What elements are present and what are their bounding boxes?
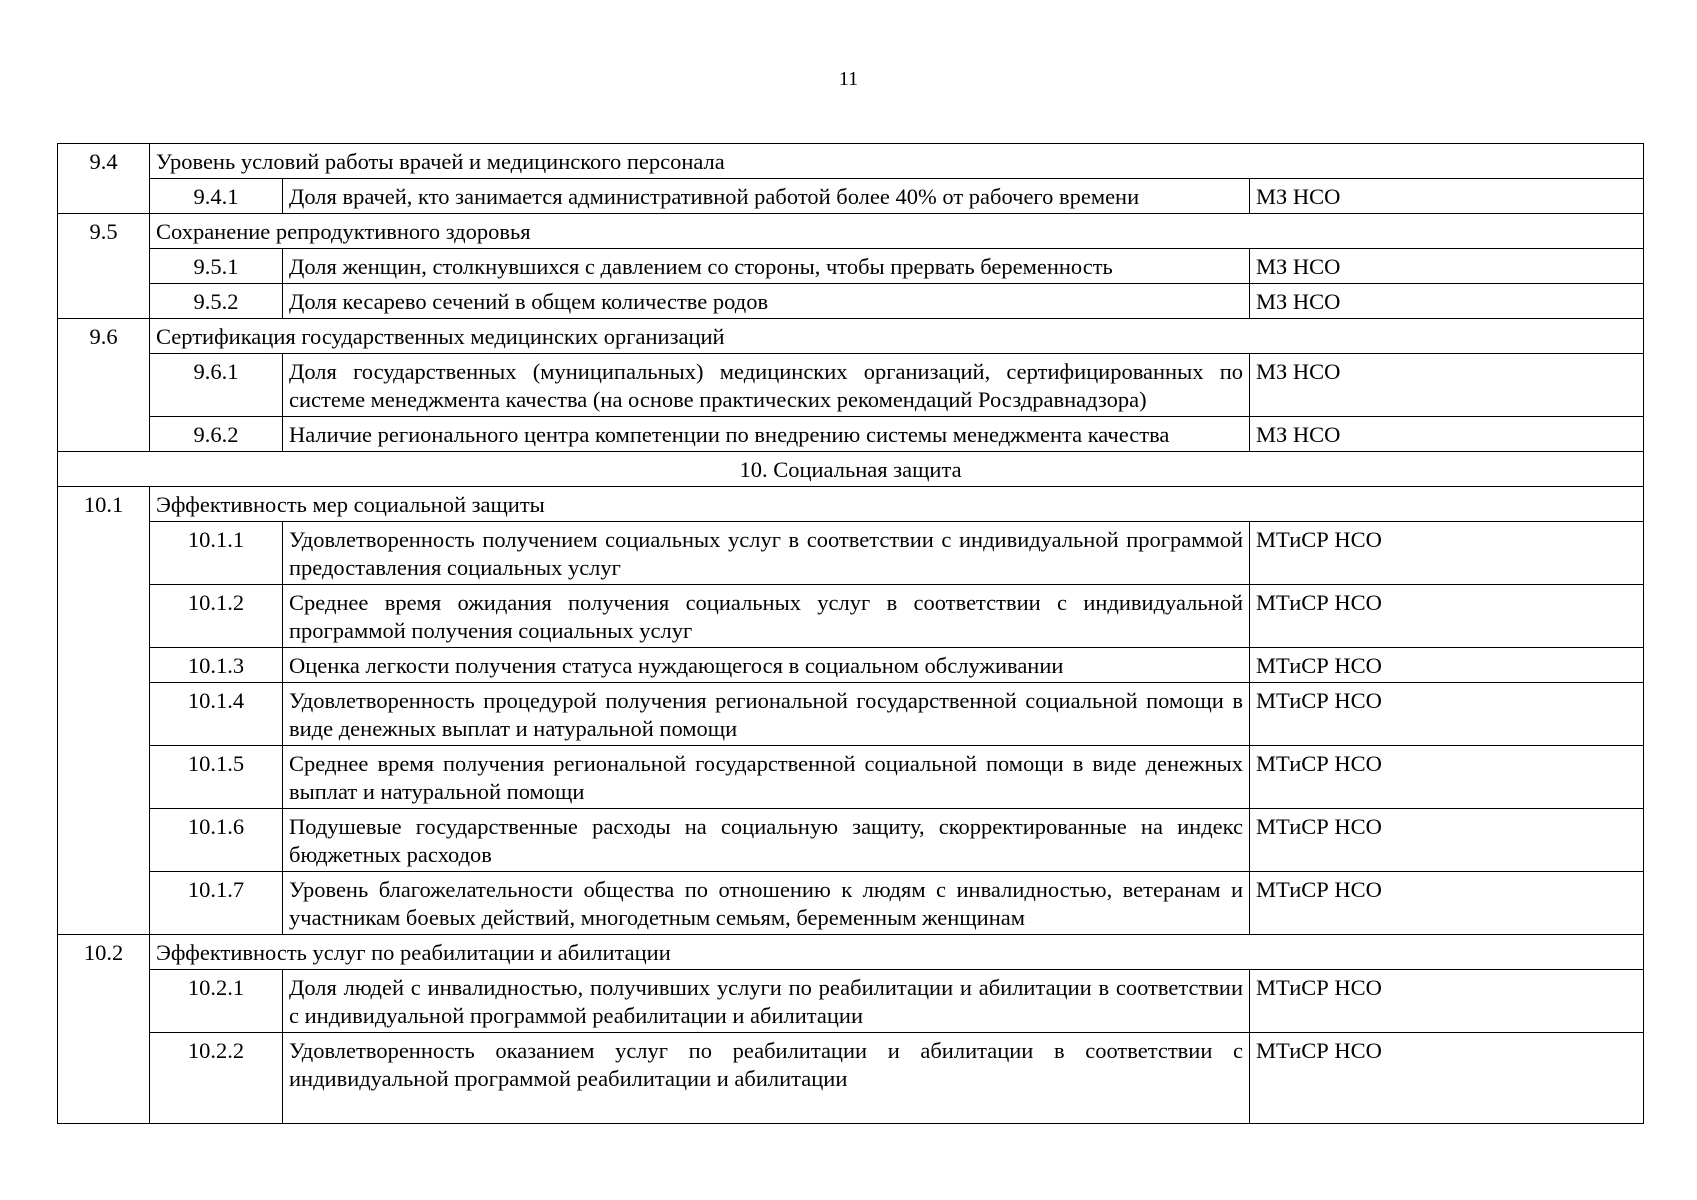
responsible-org: МТиСР НСО <box>1250 746 1644 809</box>
indicator-text: Подушевые государственные расходы на социальную защиту, скорректированные на индекс бюджетных расходов <box>283 809 1250 872</box>
indicator-number: 10.1.5 <box>150 746 283 809</box>
table-row <box>58 683 1644 746</box>
group-title: Сохранение репродуктивного здоровья <box>150 214 1644 249</box>
group-number: 9.4 <box>58 144 150 214</box>
group-title: Эффективность мер социальной защиты <box>150 487 1644 522</box>
table-row <box>58 648 1644 683</box>
responsible-org: МЗ НСО <box>1250 284 1644 319</box>
group-title: Эффективность услуг по реабилитации и абилитации <box>150 935 1644 970</box>
table-row <box>58 249 1644 284</box>
indicator-number: 9.5.2 <box>150 284 283 319</box>
section-row <box>58 452 1644 487</box>
group-row <box>58 935 1644 970</box>
responsible-org: МТиСР НСО <box>1250 522 1644 585</box>
table-row <box>58 1033 1644 1124</box>
responsible-org: МТиСР НСО <box>1250 872 1644 935</box>
table-row <box>58 585 1644 648</box>
responsible-org: МЗ НСО <box>1250 249 1644 284</box>
table-row <box>58 354 1644 417</box>
indicator-number: 10.1.3 <box>150 648 283 683</box>
indicator-number: 10.1.4 <box>150 683 283 746</box>
page-number: 11 <box>838 68 859 90</box>
section-title: 10. Социальная защита <box>58 452 1644 487</box>
indicator-number: 10.1.6 <box>150 809 283 872</box>
indicator-number: 10.2.2 <box>150 1033 283 1124</box>
group-number: 10.1 <box>58 487 150 935</box>
group-number: 10.2 <box>58 935 150 1124</box>
responsible-org: МЗ НСО <box>1250 179 1644 214</box>
indicator-text: Наличие регионального центра компетенции по внедрению системы менеджмента качества <box>283 417 1250 452</box>
group-row <box>58 214 1644 249</box>
group-title: Уровень условий работы врачей и медицинского персонала <box>150 144 1644 179</box>
group-row <box>58 487 1644 522</box>
group-title: Сертификация государственных медицинских организаций <box>150 319 1644 354</box>
table-row <box>58 179 1644 214</box>
indicator-number: 10.2.1 <box>150 970 283 1033</box>
indicator-number: 9.6.2 <box>150 417 283 452</box>
indicator-text: Удовлетворенность процедурой получения региональной государственной социальной помощи в виде денежных выплат и натуральной помощи <box>283 683 1250 746</box>
table-row <box>58 872 1644 935</box>
responsible-org: МЗ НСО <box>1250 354 1644 417</box>
responsible-org: МЗ НСО <box>1250 417 1644 452</box>
table-row <box>58 284 1644 319</box>
indicator-text: Доля врачей, кто занимается административной работой более 40% от рабочего времени <box>283 179 1250 214</box>
indicator-text: Доля женщин, столкнувшихся с давлением со стороны, чтобы прервать беременность <box>283 249 1250 284</box>
indicator-number: 10.1.7 <box>150 872 283 935</box>
responsible-org: МТиСР НСО <box>1250 970 1644 1033</box>
responsible-org: МТиСР НСО <box>1250 585 1644 648</box>
indicator-text: Среднее время получения региональной государственной социальной помощи в виде денежных выплат и натуральной помощи <box>283 746 1250 809</box>
indicator-number: 9.4.1 <box>150 179 283 214</box>
indicator-number: 10.1.1 <box>150 522 283 585</box>
indicator-table <box>57 143 1644 1124</box>
indicator-text: Среднее время ожидания получения социальных услуг в соответствии с индивидуальной программой получения социальных услуг <box>283 585 1250 648</box>
indicator-text: Доля кесарево сечений в общем количестве родов <box>283 284 1250 319</box>
indicator-number: 10.1.2 <box>150 585 283 648</box>
group-row <box>58 144 1644 179</box>
responsible-org: МТиСР НСО <box>1250 1033 1644 1124</box>
table-row <box>58 970 1644 1033</box>
group-row <box>58 319 1644 354</box>
indicator-number: 9.6.1 <box>150 354 283 417</box>
group-number: 9.5 <box>58 214 150 319</box>
table-row <box>58 746 1644 809</box>
responsible-org: МТиСР НСО <box>1250 809 1644 872</box>
responsible-org: МТиСР НСО <box>1250 648 1644 683</box>
group-number: 9.6 <box>58 319 150 452</box>
indicator-text: Доля людей с инвалидностью, получивших услуги по реабилитации и абилитации в соответствии с индивидуальной программой реабилитации и абилитации <box>283 970 1250 1033</box>
indicator-text: Доля государственных (муниципальных) медицинских организаций, сертифицированных по системе менеджмента качества (на основе практических рекомендаций Росздравнадзора) <box>283 354 1250 417</box>
indicator-text: Удовлетворенность получением социальных услуг в соответствии с индивидуальной программой предоставления социальных услуг <box>283 522 1250 585</box>
indicator-text: Оценка легкости получения статуса нуждающегося в социальном обслуживании <box>283 648 1250 683</box>
indicator-number: 9.5.1 <box>150 249 283 284</box>
table-row <box>58 417 1644 452</box>
indicator-text: Уровень благожелательности общества по отношению к людям с инвалидностью, ветеранам и участникам боевых действий, многодетным семьям, беременным женщинам <box>283 872 1250 935</box>
indicator-text: Удовлетворенность оказанием услуг по реабилитации и абилитации в соответствии с индивидуальной программой реабилитации и абилитации <box>283 1033 1250 1124</box>
responsible-org: МТиСР НСО <box>1250 683 1644 746</box>
table-row <box>58 809 1644 872</box>
table-row <box>58 522 1644 585</box>
